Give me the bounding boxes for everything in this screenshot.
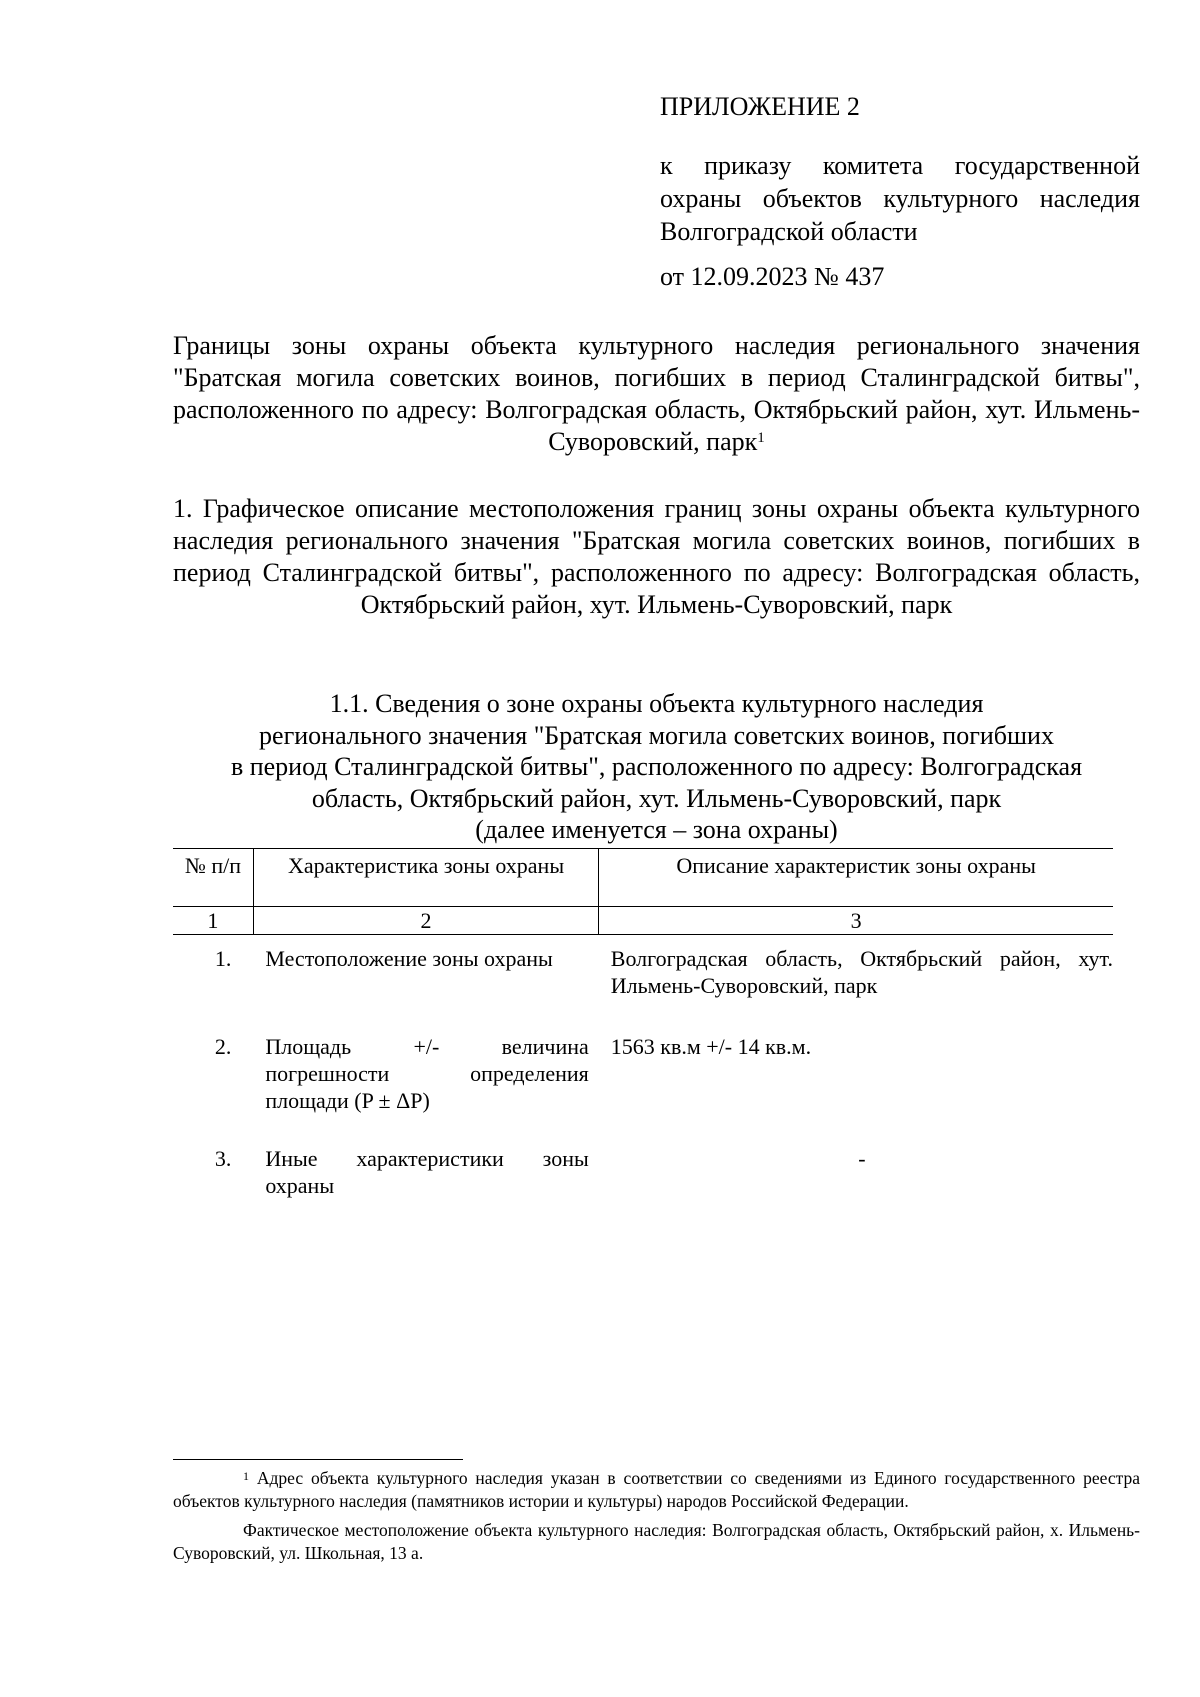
section-1-1-heading [173, 688, 1140, 846]
footnote-reference[interactable]: 1 [757, 430, 765, 446]
title-text: Границы зоны охраны объекта культурного наследия регионального значения "Братская могила советских воинов, погибших в период Сталинградской битвы", расположенного по адресу: Волгоградская область, Октябрьский район, хут. Ильмень-Суворовский, парк [173, 331, 1140, 456]
column-number-cell: 1 [173, 907, 253, 935]
footnote [173, 1467, 1140, 1565]
column-number-cell: 2 [253, 907, 598, 935]
row-characteristic-text: Площадь +/- величина погрешности определения площади [265, 1034, 589, 1113]
order-reference: к приказу комитета государственной охраны объектов культурного наследия Волгоградской области [660, 151, 1140, 246]
footnote-mark: 1 [243, 1469, 249, 1483]
row-description: - [858, 1146, 866, 1171]
column-number-cell: 3 [599, 907, 1113, 935]
order-date-number: от 12.09.2023 № 437 [660, 262, 885, 291]
zone-info-table [173, 848, 1113, 1205]
document-title [173, 330, 1140, 458]
header-cell-characteristic: Характеристика зоны охраны [253, 849, 598, 907]
footnote-separator [173, 1459, 463, 1460]
header-cell-number: № п/п [173, 849, 253, 907]
row-characteristic: Иные характеристики зоны охраны [265, 1146, 589, 1198]
section-1-1-line: в период Сталинградской битвы", расположенного по адресу: Волгоградская [230, 752, 1083, 781]
table-column-numbers-row [173, 907, 1113, 935]
section-1-1-line: область, Октябрьский район, хут. Ильмень-Суворовский, парк [311, 783, 1002, 813]
row-number: 1. [214, 946, 232, 971]
table-header-row [173, 849, 1113, 907]
row-description: 1563 кв.м +/- 14 кв.м. [610, 1034, 812, 1059]
row-description: Волгоградская область, Октябрьский район, хут. Ильмень-Суворовский, парк [610, 946, 1113, 998]
row-number: 3. [214, 1146, 232, 1171]
footnote-paragraph [173, 1467, 1140, 1513]
section-1-heading: 1. Графическое описание местоположения границ зоны охраны объекта культурного наследия регионального значения "Братская могила советских воинов, погибших в период Сталинградской битвы", расположенного по адресу: Волгоградская область, Октябрьский район, хут. Ильмень-Суворовский, парк [173, 494, 1140, 619]
header-block [660, 90, 1140, 293]
section-1-1-line: (далее именуется – зона охраны) [475, 815, 838, 844]
area-formula: (P ± ΔP) [354, 1088, 430, 1113]
row-number: 2. [214, 1034, 232, 1059]
row-characteristic: Местоположение зоны охраны [265, 946, 553, 971]
table-row [173, 935, 1113, 1024]
table-row [173, 1023, 1113, 1135]
section-1-1-line: 1.1. Сведения о зоне охраны объекта культурного наследия [329, 689, 984, 718]
table-row [173, 1135, 1113, 1205]
section-1-1-line: регионального значения "Братская могила советских воинов, погибших [259, 720, 1054, 750]
header-cell-description: Описание характеристик зоны охраны [599, 849, 1113, 907]
appendix-label: ПРИЛОЖЕНИЕ 2 [660, 92, 860, 121]
footnote-text: Адрес объекта культурного наследия указан в соответствии со сведениями из Единого государственного реестра объектов культурного наследия (памятников истории и культуры) народов Российской Федерации. [173, 1468, 1140, 1511]
footnote-paragraph: Фактическое местоположение объекта культурного наследия: Волгоградская область, Октябрьский район, х. Ильмень-Суворовский, ул. Школьная, 13 а. [173, 1520, 1140, 1563]
row-characteristic [253, 1033, 598, 1114]
